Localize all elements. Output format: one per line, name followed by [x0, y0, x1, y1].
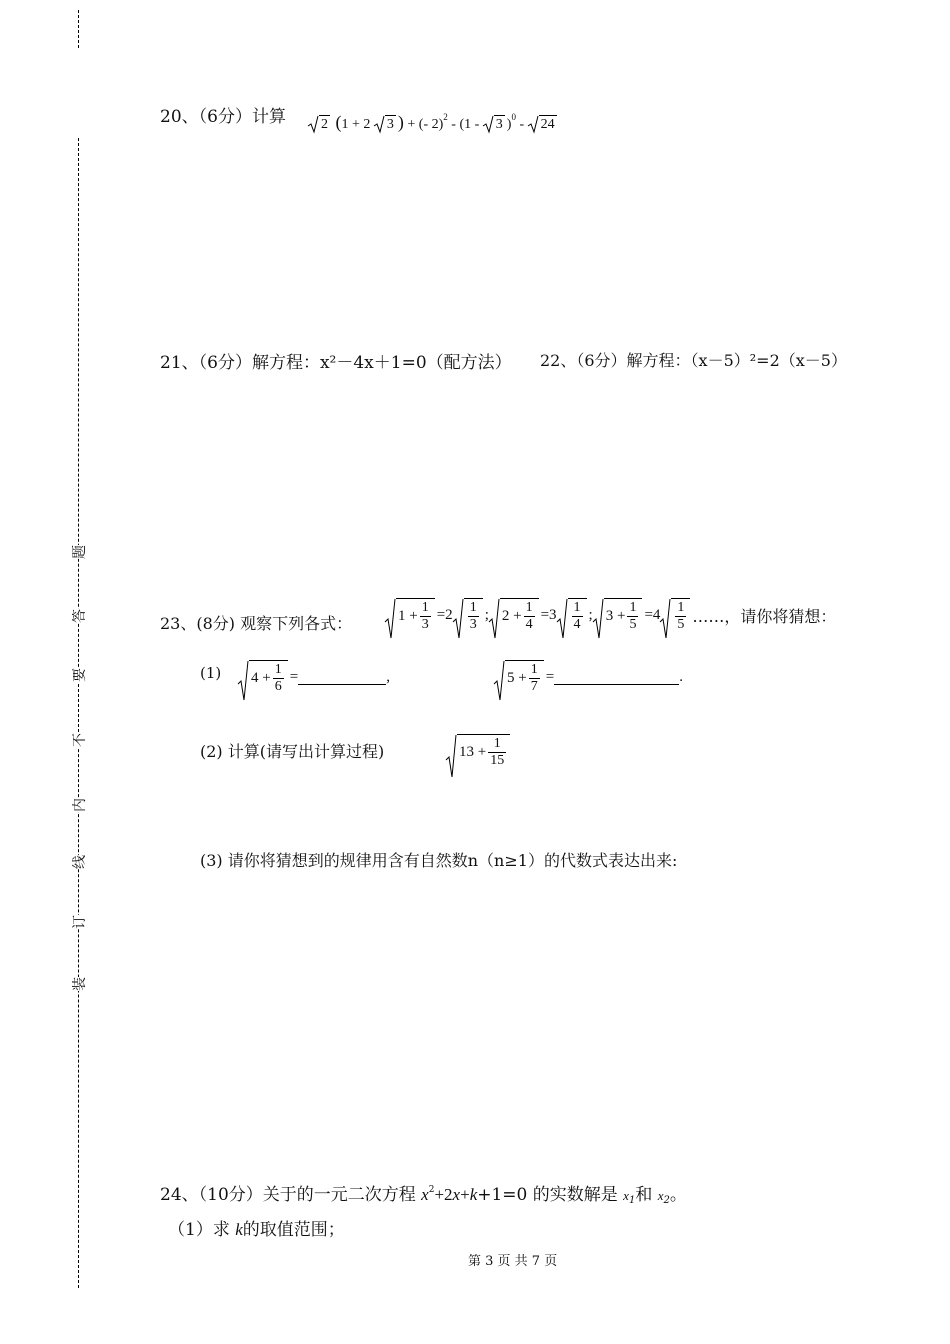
denominator: 3 — [421, 617, 429, 632]
variable-k: k — [469, 1185, 478, 1204]
binding-line-top — [78, 10, 79, 48]
separator: ; — [588, 607, 593, 623]
margin-char: 答 — [69, 609, 89, 623]
denominator: 6 — [274, 679, 282, 694]
coefficient: =2 — [436, 607, 453, 623]
denominator: 5 — [629, 617, 637, 632]
subscript: 1 — [628, 1195, 636, 1206]
sqrt — [238, 660, 288, 695]
punctuation: 。 — [669, 1185, 687, 1205]
variable-k: k — [235, 1220, 243, 1239]
sqrt — [453, 598, 483, 633]
question-21: 21、（6分）解方程：x²－4x＋1=0（配方法） — [160, 353, 512, 373]
sqrt — [483, 115, 505, 133]
sqrt — [385, 598, 435, 633]
sqrt — [660, 598, 690, 633]
numerator: 1 — [493, 736, 501, 751]
question-23-examples — [385, 598, 836, 633]
margin-char: 不 — [69, 733, 89, 747]
question-20 — [160, 102, 286, 127]
numerator: 1 — [469, 600, 477, 615]
margin-char: 装 — [69, 977, 89, 991]
radicand: 24 — [540, 117, 555, 132]
margin-char: 线 — [69, 855, 89, 869]
sqrt — [593, 598, 643, 633]
punctuation: . — [679, 669, 683, 685]
coefficient: =3 — [540, 607, 557, 623]
margin-char: 要 — [69, 668, 89, 682]
radicand: 2 — [321, 117, 328, 132]
question-23-tail: ……，请你将猜想： — [692, 607, 837, 626]
variable-x: x — [421, 1185, 429, 1204]
question-20-expression: 2 (1 + 2 3 ) + (- 2)$^2$ - (1 - 3 )$^0$ - 24 — [308, 112, 559, 133]
solution-x1: x — [623, 1188, 629, 1203]
question-20-label: 20、（6分）计算 — [160, 107, 286, 127]
part-2-expr — [446, 734, 512, 769]
subscript: 2 — [663, 1195, 670, 1206]
part-label: （1）求 — [168, 1220, 230, 1240]
separator: ; — [484, 607, 489, 623]
radicand: 13 + — [459, 744, 487, 760]
expr-part: ) — [506, 117, 512, 132]
numerator: 1 — [573, 600, 581, 615]
denominator: 4 — [525, 617, 533, 632]
part-1-expr-b — [494, 660, 683, 695]
equals: = — [289, 669, 299, 685]
variable-x: x — [452, 1185, 461, 1204]
numerator: 1 — [677, 600, 685, 615]
margin-char: 题 — [69, 545, 89, 559]
radicand: 5 + — [507, 670, 527, 686]
question-23-label: 23、(8分) 观察下列各式： — [160, 614, 353, 633]
sqrt — [557, 598, 587, 633]
sqrt — [528, 115, 557, 133]
radicand: 2 + — [501, 608, 522, 624]
sqrt — [489, 598, 539, 633]
sqrt — [374, 115, 396, 133]
question-24-label: 24、（10分）关于的一元二次方程 — [160, 1185, 416, 1205]
equals: = — [545, 669, 555, 685]
radicand: 4 + — [251, 670, 271, 686]
conjunction: 和 — [635, 1185, 653, 1205]
part-3-text: (3) 请你将猜想到的规律用含有自然数n（n≥1）的代数式表达出来: — [200, 851, 678, 870]
margin-char: 订 — [69, 915, 89, 929]
expr-part: + (- 2) — [407, 117, 444, 132]
binding-line — [78, 138, 79, 1288]
equation-part: +2 — [434, 1185, 453, 1204]
question-22: 22、（6分）解方程：（x－5）²=2（x－5） — [540, 351, 847, 370]
expr-part: - — [519, 117, 525, 132]
question-24: 24、（10分）关于的一元二次方程 $x^2+2x+k+1=0$ 的实数解是 $x_1$和 $x_2$。 — [160, 1185, 687, 1206]
page-footer: 第 3 页 共 7 页 — [468, 1254, 558, 1269]
radicand: 3 + — [605, 608, 626, 624]
part-text: 的取值范围； — [242, 1220, 345, 1240]
coefficient: =4 — [644, 607, 661, 623]
numerator: 1 — [274, 662, 282, 677]
expr-part: - (1 - — [451, 117, 480, 132]
sqrt — [494, 660, 544, 695]
part-1-expr-a — [238, 660, 390, 695]
radicand: 1 + — [398, 608, 418, 624]
margin-char: 内 — [69, 798, 89, 812]
punctuation: , — [386, 669, 390, 685]
part-1-label: (1) — [200, 664, 222, 682]
part-2-label: (2) 计算(请写出计算过程) — [200, 742, 385, 761]
sqrt — [308, 115, 330, 133]
answer-blank[interactable] — [298, 670, 386, 685]
expr-part: 1 + 2 — [341, 117, 371, 132]
radicand: 3 — [386, 117, 394, 132]
denominator: 7 — [530, 679, 538, 694]
solution-x2: x — [657, 1188, 664, 1203]
denominator: 4 — [573, 617, 581, 632]
numerator: 1 — [421, 600, 429, 615]
question-24-part-1 — [168, 1215, 345, 1240]
numerator: 1 — [525, 600, 533, 615]
sqrt — [446, 734, 510, 769]
denominator: 3 — [469, 617, 477, 632]
equation-part: + — [460, 1185, 470, 1204]
denominator: 15 — [490, 753, 505, 768]
numerator: 1 — [530, 662, 538, 677]
denominator: 5 — [677, 617, 685, 632]
radicand: 3 — [495, 117, 503, 132]
exponent: 2 — [443, 112, 448, 122]
numerator: 1 — [629, 600, 637, 615]
exponent: 0 — [511, 112, 516, 122]
equation-part: +1=0 的实数解是 — [477, 1185, 618, 1205]
answer-blank[interactable] — [554, 670, 679, 685]
